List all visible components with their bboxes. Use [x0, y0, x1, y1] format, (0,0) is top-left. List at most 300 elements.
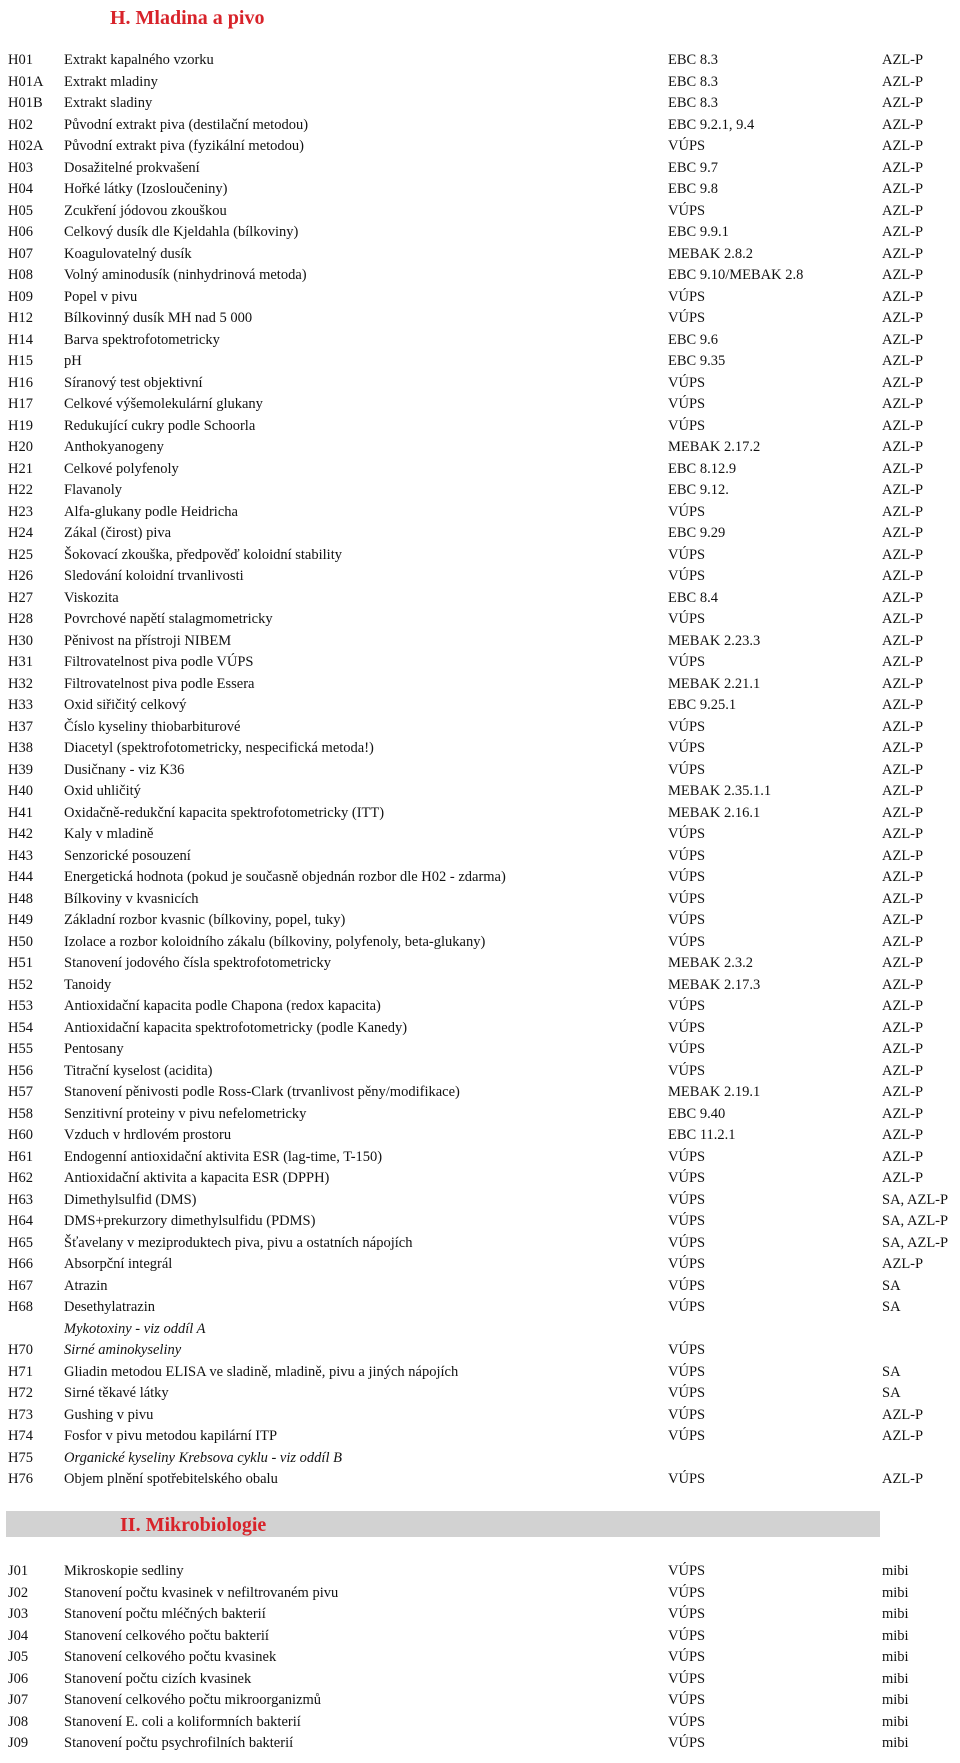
table-row [0, 1147, 960, 1169]
row-lab: AZL-P [882, 546, 924, 563]
row-lab: AZL-P [882, 288, 924, 305]
row-lab: AZL-P [882, 503, 924, 520]
row-method: EBC 8.3 [668, 73, 718, 90]
row-name: Sirné aminokyseliny [64, 1342, 182, 1358]
row-lab: AZL-P [882, 847, 924, 864]
row-method: VÚPS [668, 998, 706, 1014]
row-code: H54 [8, 1019, 33, 1036]
row-lab: AZL-P [882, 310, 924, 326]
table-row [0, 222, 960, 244]
row-code: H21 [8, 460, 33, 477]
table-row [0, 1018, 960, 1040]
row-code: H61 [8, 1148, 33, 1165]
row-lab: mibi [882, 1627, 909, 1644]
row-lab: AZL-P [882, 138, 924, 154]
row-name: Bílkoviny v kvasnicích [64, 890, 199, 907]
table-row [0, 996, 960, 1018]
row-method: VÚPS [668, 1692, 706, 1708]
table-row [0, 1104, 960, 1126]
row-method: VÚPS [668, 546, 706, 563]
row-method: VÚPS [668, 912, 706, 928]
row-lab: mibi [882, 1692, 909, 1708]
row-name: Číslo kyseliny thiobarbiturové [64, 718, 241, 735]
row-method: MEBAK 2.21.1 [668, 675, 761, 692]
row-name: Vzduch v hrdlovém prostoru [64, 1127, 232, 1143]
row-method: MEBAK 2.16.1 [668, 804, 761, 821]
row-lab: SA, AZL-P [882, 1213, 949, 1229]
row-lab: AZL-P [882, 202, 924, 219]
row-code: H75 [8, 1449, 33, 1466]
row-code: H76 [8, 1471, 33, 1487]
row-lab: AZL-P [882, 697, 924, 713]
row-method: EBC 9.29 [668, 525, 726, 541]
table-row [0, 1254, 960, 1276]
row-name: Endogenní antioxidační aktivita ESR (lag-time, T-150) [64, 1148, 383, 1165]
row-lab: AZL-P [882, 224, 924, 240]
row-method: VÚPS [668, 1234, 706, 1251]
row-method: EBC 9.6 [668, 331, 718, 348]
row-name: Oxid uhličitý [64, 783, 141, 799]
row-name: Tanoidy [64, 976, 112, 993]
table-row [0, 738, 960, 760]
row-name: Gliadin metodou ELISA ve sladině, mladině, pivu a jiných nápojích [64, 1363, 459, 1380]
row-code: H41 [8, 804, 33, 821]
row-method: EBC 9.10/MEBAK 2.8 [668, 267, 804, 283]
row-name: Antioxidační kapacita podle Chapona (redox kapacita) [64, 998, 381, 1014]
table-row [0, 72, 960, 94]
row-method: VÚPS [668, 890, 706, 907]
row-lab: AZL-P [882, 353, 924, 369]
row-lab: AZL-P [882, 159, 924, 176]
row-method: EBC 8.12.9 [668, 460, 737, 477]
row-method: VÚPS [668, 1342, 706, 1358]
row-lab: AZL-P [882, 73, 924, 90]
row-code: H63 [8, 1191, 33, 1208]
table-row [0, 437, 960, 459]
row-method: VÚPS [668, 740, 706, 756]
table-row [0, 373, 960, 395]
row-lab: AZL-P [882, 740, 924, 756]
row-method: VÚPS [668, 718, 706, 735]
row-lab: AZL-P [882, 955, 924, 971]
row-name: Barva spektrofotometricky [64, 331, 220, 348]
row-code: H23 [8, 503, 33, 520]
row-name: Povrchové napětí stalagmometricky [64, 611, 273, 627]
row-code: H02A [8, 138, 44, 154]
table-row [0, 889, 960, 911]
table-row [0, 781, 960, 803]
row-name: Mykotoxiny - viz oddíl A [64, 1320, 206, 1337]
row-code: H12 [8, 310, 33, 326]
row-lab: AZL-P [882, 482, 924, 498]
table-row [0, 932, 960, 954]
row-name: Stanovení E. coli a koliformních bakterií [64, 1713, 301, 1730]
table-row [0, 1604, 960, 1626]
row-code: J06 [8, 1670, 29, 1687]
row-code: H55 [8, 1041, 33, 1057]
table-row [0, 1647, 960, 1669]
row-name: Původní extrakt piva (destilační metodou) [64, 116, 309, 133]
row-code: H40 [8, 783, 33, 799]
row-name: Celkové polyfenoly [64, 460, 179, 477]
row-code: H42 [8, 826, 33, 842]
row-code: H09 [8, 288, 33, 305]
row-code: H32 [8, 675, 33, 692]
table-row [0, 1469, 960, 1491]
row-code: J03 [8, 1606, 29, 1622]
row-code: H01 [8, 52, 33, 68]
row-name: Původní extrakt piva (fyzikální metodou) [64, 138, 305, 154]
row-lab: AZL-P [882, 1256, 924, 1272]
row-name: Objem plnění spotřebitelského obalu [64, 1471, 278, 1487]
row-method: VÚPS [668, 1299, 706, 1315]
table-row [0, 803, 960, 825]
row-name: Bílkovinný dusík MH nad 5 000 [64, 310, 253, 326]
row-name: Antioxidační aktivita a kapacita ESR (DPPH) [64, 1170, 330, 1186]
table-row [0, 1125, 960, 1147]
row-lab: AZL-P [882, 1127, 924, 1143]
row-code: H74 [8, 1428, 33, 1444]
table-row [0, 566, 960, 588]
row-name: Kaly v mladině [64, 826, 154, 842]
row-name: Zákal (čirost) piva [64, 525, 172, 541]
row-name: DMS+prekurzory dimethylsulfidu (PDMS) [64, 1213, 316, 1229]
row-code: H20 [8, 439, 33, 455]
table-row [0, 416, 960, 438]
row-lab: AZL-P [882, 460, 924, 477]
row-method: MEBAK 2.23.3 [668, 632, 761, 649]
row-code: H51 [8, 955, 33, 971]
table-row [0, 459, 960, 481]
table-row [0, 50, 960, 72]
row-code: H05 [8, 202, 33, 219]
table-row [0, 975, 960, 997]
row-method: VÚPS [668, 1041, 706, 1057]
row-name: Koagulovatelný dusík [64, 245, 192, 262]
row-method: VÚPS [668, 1062, 706, 1079]
row-lab: AZL-P [882, 95, 924, 111]
row-method: EBC 9.35 [668, 353, 726, 369]
section-list-beer [0, 50, 960, 1491]
row-lab: AZL-P [882, 589, 924, 606]
row-name: Oxidačně-redukční kapacita spektrofotometricky (ITT) [64, 804, 385, 821]
row-name: Šokovací zkouška, předpověď koloidní stability [64, 546, 342, 563]
table-row [0, 545, 960, 567]
row-name: Dimethylsulfid (DMS) [64, 1191, 197, 1208]
row-code: H30 [8, 632, 33, 649]
row-name: Organické kyseliny Krebsova cyklu - viz oddíl B [64, 1449, 342, 1466]
row-method: MEBAK 2.8.2 [668, 245, 753, 262]
row-method: VÚPS [668, 1256, 706, 1272]
section-title-beer: H. Mladina a pivo [110, 7, 265, 29]
row-name: Zcukření jódovou zkouškou [64, 202, 227, 219]
row-code: H15 [8, 353, 33, 369]
row-code: H28 [8, 611, 33, 627]
row-name: Sirné těkavé látky [64, 1385, 169, 1401]
row-lab: AZL-P [882, 1170, 924, 1186]
row-lab: mibi [882, 1584, 909, 1601]
row-method: VÚPS [668, 1428, 706, 1444]
row-lab: AZL-P [882, 654, 924, 670]
row-code: H01B [8, 95, 43, 111]
table-row [0, 910, 960, 932]
row-name: Extrakt kapalného vzorku [64, 52, 214, 68]
row-name: Senzitivní proteiny v pivu nefelometricky [64, 1105, 307, 1122]
row-method: VÚPS [668, 1471, 706, 1487]
row-code: H57 [8, 1084, 33, 1100]
table-row [0, 1082, 960, 1104]
row-lab: AZL-P [882, 1148, 924, 1165]
row-name: Stanovení počtu cizích kvasinek [64, 1670, 252, 1687]
row-lab: mibi [882, 1606, 909, 1622]
row-method: VÚPS [668, 310, 706, 326]
row-code: J07 [8, 1692, 29, 1708]
table-row [0, 1190, 960, 1212]
row-method: VÚPS [668, 1584, 706, 1601]
row-name: Šťavelany v meziproduktech piva, pivu a ostatních nápojích [64, 1234, 413, 1251]
table-row [0, 1583, 960, 1605]
table-row [0, 1340, 960, 1362]
row-name: Stanovení počtu psychrofilních bakterií [64, 1735, 294, 1751]
row-method: MEBAK 2.17.3 [668, 976, 761, 993]
table-row [0, 330, 960, 352]
row-code: H73 [8, 1406, 33, 1423]
row-name: Celkové výšemolekulární glukany [64, 396, 263, 412]
row-method: VÚPS [668, 396, 706, 412]
row-lab: AZL-P [882, 804, 924, 821]
row-code: H48 [8, 890, 33, 907]
table-row [0, 158, 960, 180]
row-code: H43 [8, 847, 33, 864]
row-name: Stanovení počtu mléčných bakterií [64, 1606, 266, 1622]
row-lab: AZL-P [882, 439, 924, 455]
row-name: Stanovení celkového počtu kvasinek [64, 1649, 277, 1665]
table-row [0, 480, 960, 502]
row-method: EBC 9.2.1, 9.4 [668, 116, 755, 133]
row-name: Alfa-glukany podle Heidricha [64, 503, 238, 520]
table-row [0, 953, 960, 975]
row-name: Anthokyanogeny [64, 439, 164, 455]
row-code: H53 [8, 998, 33, 1014]
table-row [0, 1426, 960, 1448]
row-code: H44 [8, 869, 33, 885]
row-lab: AZL-P [882, 52, 924, 68]
table-row [0, 609, 960, 631]
row-method: VÚPS [668, 1191, 706, 1208]
row-method: VÚPS [668, 611, 706, 627]
table-row [0, 1561, 960, 1583]
row-method: VÚPS [668, 138, 706, 154]
row-code: H07 [8, 245, 33, 262]
row-name: Filtrovatelnost piva podle Essera [64, 675, 255, 692]
row-lab: AZL-P [882, 1084, 924, 1100]
table-row [0, 1362, 960, 1384]
row-lab: AZL-P [882, 1428, 924, 1444]
table-row [0, 179, 960, 201]
row-code: H71 [8, 1363, 33, 1380]
row-code: H65 [8, 1234, 33, 1251]
row-name: Extrakt mladiny [64, 73, 158, 90]
row-method: EBC 8.3 [668, 52, 718, 68]
row-name: Filtrovatelnost piva podle VÚPS [64, 654, 254, 670]
table-row [0, 287, 960, 309]
row-method: EBC 8.4 [668, 589, 718, 606]
row-name: Titrační kyselost (acidita) [64, 1062, 213, 1079]
row-code: H08 [8, 267, 33, 283]
row-name: Diacetyl (spektrofotometricky, nespecifická metoda!) [64, 740, 374, 756]
row-lab: mibi [882, 1735, 909, 1751]
table-row [0, 1690, 960, 1712]
row-name: Viskozita [64, 589, 119, 606]
row-lab: AZL-P [882, 1041, 924, 1057]
row-name: Pěnivost na přístroji NIBEM [64, 632, 232, 649]
table-row [0, 1405, 960, 1427]
table-row [0, 674, 960, 696]
table-row [0, 1626, 960, 1648]
table-row [0, 1297, 960, 1319]
row-code: H68 [8, 1299, 33, 1315]
row-method: VÚPS [668, 202, 706, 219]
row-lab: AZL-P [882, 568, 924, 584]
row-code: H50 [8, 933, 33, 950]
row-lab: AZL-P [882, 675, 924, 692]
row-name: Senzorické posouzení [64, 847, 191, 864]
row-lab: AZL-P [882, 331, 924, 348]
row-code: J04 [8, 1627, 29, 1644]
row-method: VÚPS [668, 1649, 706, 1665]
row-lab: SA [882, 1385, 901, 1401]
table-row [0, 523, 960, 545]
row-lab: SA [882, 1299, 901, 1315]
table-row [0, 265, 960, 287]
row-code: J05 [8, 1649, 29, 1665]
table-row [0, 502, 960, 524]
row-code: H25 [8, 546, 33, 563]
row-method: VÚPS [668, 1735, 706, 1751]
row-method: VÚPS [668, 417, 706, 434]
row-lab: SA [882, 1363, 901, 1380]
row-code: H60 [8, 1127, 33, 1143]
row-code: H49 [8, 912, 33, 928]
row-code: H19 [8, 417, 33, 434]
row-name: Extrakt sladiny [64, 95, 153, 111]
row-lab: mibi [882, 1563, 909, 1579]
row-name: Pentosany [64, 1041, 124, 1057]
row-method: MEBAK 2.35.1.1 [668, 783, 772, 799]
row-method: EBC 9.25.1 [668, 697, 737, 713]
row-lab: SA, AZL-P [882, 1234, 949, 1251]
row-code: H01A [8, 73, 44, 90]
row-method: VÚPS [668, 654, 706, 670]
row-method: VÚPS [668, 847, 706, 864]
table-row [0, 846, 960, 868]
row-name: Volný aminodusík (ninhydrinová metoda) [64, 267, 307, 283]
row-method: VÚPS [668, 933, 706, 950]
row-code: H58 [8, 1105, 33, 1122]
row-lab: AZL-P [882, 525, 924, 541]
row-method: MEBAK 2.19.1 [668, 1084, 761, 1100]
row-name: Stanovení počtu kvasinek v nefiltrovaném pivu [64, 1584, 339, 1601]
row-code: H67 [8, 1277, 33, 1294]
row-name: Absorpční integrál [64, 1256, 173, 1272]
row-lab: AZL-P [882, 396, 924, 412]
table-row [0, 244, 960, 266]
row-code: H66 [8, 1256, 33, 1272]
table-row [0, 1448, 960, 1470]
row-name: Desethylatrazin [64, 1299, 155, 1315]
row-code: H56 [8, 1062, 33, 1079]
table-row [0, 136, 960, 158]
row-code: H22 [8, 482, 33, 498]
row-code: H06 [8, 224, 33, 240]
row-code: J09 [8, 1735, 29, 1751]
row-code: H03 [8, 159, 33, 176]
row-lab: AZL-P [882, 181, 924, 197]
row-lab: AZL-P [882, 826, 924, 842]
row-code: H39 [8, 761, 33, 778]
row-lab: AZL-P [882, 1062, 924, 1079]
row-method: VÚPS [668, 374, 706, 391]
row-name: Stanovení celkového počtu mikroorganizmů [64, 1692, 322, 1708]
table-row [0, 867, 960, 889]
row-name: Síranový test objektivní [64, 374, 203, 391]
row-method: EBC 9.8 [668, 181, 718, 197]
row-name: Energetická hodnota (pokud je současně objednán rozbor dle H02 - zdarma) [64, 869, 506, 885]
row-name: Celkový dusík dle Kjeldahla (bílkoviny) [64, 224, 299, 240]
row-name: Gushing v pivu [64, 1406, 154, 1423]
row-code: H14 [8, 331, 33, 348]
row-name: Fosfor v pivu metodou kapilární ITP [64, 1428, 278, 1444]
row-method: VÚPS [668, 1713, 706, 1730]
row-method: EBC 9.12. [668, 482, 729, 498]
row-lab: AZL-P [882, 632, 924, 649]
row-name: Izolace a rozbor koloidního zákalu (bílkoviny, polyfenoly, beta-glukany) [64, 933, 486, 950]
row-method: VÚPS [668, 869, 706, 885]
row-name: Základní rozbor kvasnic (bílkoviny, popel, tuky) [64, 912, 346, 928]
row-code: H64 [8, 1213, 33, 1229]
row-code: H62 [8, 1170, 33, 1186]
row-name: Atrazin [64, 1277, 108, 1294]
table-row [0, 1061, 960, 1083]
table-row [0, 1669, 960, 1691]
row-name: Sledování koloidní trvanlivosti [64, 568, 244, 584]
table-row [0, 93, 960, 115]
row-lab: mibi [882, 1670, 909, 1687]
table-row [0, 717, 960, 739]
row-lab: AZL-P [882, 933, 924, 950]
row-method: MEBAK 2.3.2 [668, 955, 753, 971]
table-row [0, 1233, 960, 1255]
row-lab: SA [882, 1277, 901, 1294]
table-row [0, 695, 960, 717]
section-list-microbiology [0, 1561, 960, 1755]
row-method: EBC 8.3 [668, 95, 718, 111]
row-code: H27 [8, 589, 33, 606]
row-method: VÚPS [668, 1406, 706, 1423]
row-code: H70 [8, 1342, 33, 1358]
row-name: pH [64, 353, 82, 369]
row-lab: AZL-P [882, 718, 924, 735]
row-method: VÚPS [668, 1170, 706, 1186]
row-code: J01 [8, 1563, 29, 1579]
row-method: VÚPS [668, 1019, 706, 1036]
row-code: H33 [8, 697, 33, 713]
table-row [0, 1712, 960, 1734]
row-lab: AZL-P [882, 1019, 924, 1036]
row-method: VÚPS [668, 1148, 706, 1165]
table-row [0, 588, 960, 610]
row-lab: AZL-P [882, 116, 924, 133]
